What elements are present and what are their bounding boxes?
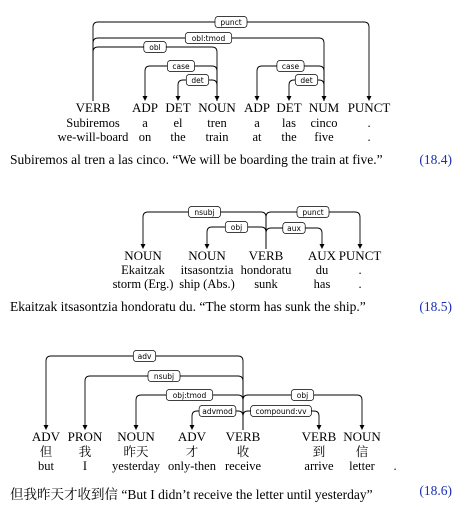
dependency-label: obl:tmod: [191, 33, 226, 43]
gloss-word: the: [170, 130, 186, 144]
gloss-word: yesterday: [112, 459, 160, 473]
dependency-label: advmod: [202, 406, 233, 416]
gloss-word: at: [252, 130, 262, 144]
gloss-word: .: [358, 277, 362, 291]
token: [393, 459, 396, 473]
gloss-word: we-will-board: [57, 130, 129, 144]
pos-tag: DET: [276, 100, 302, 115]
gloss-word: on: [138, 130, 152, 144]
token: [168, 429, 217, 473]
pos-tag: VERB: [248, 248, 284, 263]
pos-tag: NOUN: [188, 248, 226, 263]
source-word: .: [367, 116, 371, 130]
gloss-word: five: [314, 130, 334, 144]
token: [68, 429, 103, 473]
pos-tag: PUNCT: [338, 248, 382, 263]
dependency-label: nsubj: [153, 371, 175, 381]
source-word: du: [315, 263, 329, 277]
token: [225, 429, 262, 473]
source-word: hondoratu: [240, 263, 292, 277]
pos-tag: ADP: [243, 100, 271, 115]
pos-tag: AUX: [307, 248, 337, 263]
dependency-label: adv: [137, 351, 152, 361]
example-caption: Subiremos al tren a las cinco. “We will be boarding the train at five.”: [10, 152, 383, 167]
token: [112, 429, 161, 473]
example-number[interactable]: (18.4): [419, 152, 452, 167]
pos-tag: DET: [165, 100, 191, 115]
source-word: tren: [207, 116, 227, 130]
token: [32, 429, 61, 473]
source-word: 我: [78, 445, 92, 459]
dependency-label: obj: [296, 390, 309, 400]
token: [343, 429, 381, 473]
dependency-label: case: [281, 61, 300, 71]
gloss-word: the: [281, 130, 297, 144]
pos-tag: VERB: [225, 429, 261, 444]
dependency-label: nsubj: [194, 207, 215, 217]
source-word: 才: [185, 445, 199, 459]
source-word: 但: [39, 445, 53, 459]
dependency-label: punct: [302, 207, 324, 217]
dependency-label: obj: [230, 222, 243, 232]
source-word: a: [142, 116, 148, 130]
dependency-label: punct: [220, 17, 242, 27]
pos-tag: ADV: [177, 429, 207, 444]
dependency-label: aux: [287, 223, 301, 233]
source-word: cinco: [310, 116, 338, 130]
gloss-word: storm (Erg.): [112, 277, 174, 291]
dependency-label: det: [300, 75, 313, 85]
dependency-label: obj:tmod: [172, 390, 207, 400]
example-number[interactable]: (18.5): [419, 299, 452, 314]
gloss-word: letter: [349, 459, 375, 473]
pos-tag: PUNCT: [347, 100, 391, 115]
gloss-word: ship (Abs.): [179, 277, 235, 291]
token: [302, 429, 337, 473]
gloss-word: train: [205, 130, 229, 144]
example-caption: Ekaitzak itsasontzia hondoratu du. “The storm has sunk the ship.”: [10, 299, 366, 314]
pos-tag: NOUN: [343, 429, 381, 444]
pos-tag: NOUN: [124, 248, 162, 263]
pos-tag: VERB: [301, 429, 337, 444]
dependency-arc-compound-vv: [243, 406, 322, 431]
gloss-word: arrive: [304, 459, 334, 473]
source-word: 昨天: [123, 445, 149, 459]
dependency-label: obl: [149, 42, 161, 52]
source-word: itsasontzia: [180, 263, 234, 277]
gloss-word: but: [38, 459, 54, 473]
gloss-word: .: [393, 459, 397, 473]
dependency-label: det: [191, 75, 204, 85]
gloss-word: .: [367, 130, 371, 144]
source-word: a: [254, 116, 260, 130]
pos-tag: PRON: [67, 429, 103, 444]
pos-tag: VERB: [75, 100, 111, 115]
example-caption: 但我昨天才收到信 “But I didn’t receive the letter until yesterday”: [10, 487, 373, 502]
pos-tag: ADV: [31, 429, 61, 444]
gloss-word: only-then: [168, 459, 216, 473]
source-word: 收: [236, 445, 250, 459]
source-word: 到: [312, 445, 326, 459]
source-word: Ekaitzak: [121, 263, 165, 277]
gloss-word: has: [313, 277, 331, 291]
dependency-arc-adv: [44, 351, 244, 431]
source-word: Subiremos: [66, 116, 120, 130]
pos-tag: NOUN: [198, 100, 236, 115]
dependency-label: case: [172, 61, 190, 71]
gloss-word: receive: [224, 459, 262, 473]
source-word: .: [358, 263, 362, 277]
pos-tag: ADP: [131, 100, 159, 115]
pos-tag: NOUN: [117, 429, 155, 444]
source-word: el: [173, 116, 183, 130]
dependency-arc-nsubj: [83, 371, 244, 431]
dependency-label: compound:vv: [255, 406, 307, 416]
gloss-word: I: [82, 459, 88, 473]
dependency-arc-advmod: [190, 406, 244, 431]
gloss-word: sunk: [254, 277, 278, 291]
source-word: las: [282, 116, 296, 130]
pos-tag: NUM: [308, 100, 340, 115]
example-number[interactable]: (18.6): [419, 483, 452, 498]
source-word: 信: [355, 445, 369, 459]
